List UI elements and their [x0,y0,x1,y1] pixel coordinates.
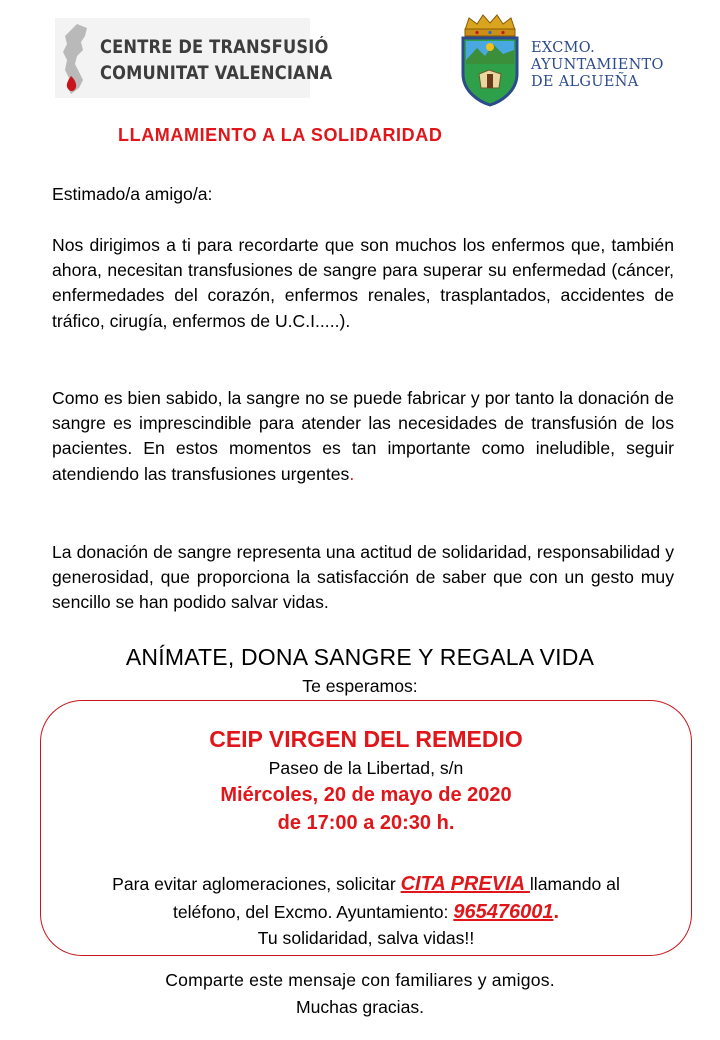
cita-previa-link[interactable]: CITA PREVIA [400,873,530,895]
logo-right-line3: DE ALGUEÑA [531,74,639,90]
event-address: Paseo de la Libertad, s/n [268,758,464,778]
paragraph-2-text: Como es bien sabido, la sangre no se puede fabricar y por tanto la donación de sangre es imprescindible para atender las necesidades de transfusión de los pacientes. En estos momentos es tan importante como ineludible, seguir atendiendo las transfusiones urgentes [52,388,674,484]
logo-right-text [531,40,664,91]
paragraph-2-end: . [349,463,355,484]
letter-title: LLAMAMIENTO A LA SOLIDARIDAD [118,125,443,145]
thanks-message: Muchas gracias. [295,997,425,1017]
event-venue: CEIP VIRGEN DEL REMEDIO [209,726,523,752]
ayuntamiento-algueña-logo [455,12,685,107]
appointment-notice [41,873,691,896]
event-date: Miércoles, 20 de mayo de 2020 [220,784,512,806]
solidarity-text: Tu solidaridad, salva vidas!! [257,928,475,948]
phone-before: teléfono, del Excmo. Ayuntamiento: [172,902,454,922]
wait-text: Te esperamos: [302,676,418,696]
valencia-map-blood-drop-icon [57,22,101,96]
phone-number-link[interactable]: 965476001 [453,901,554,923]
logo-right-line1: EXCMO. [531,40,596,56]
paragraph-2 [52,386,674,487]
event-box [40,700,692,956]
greeting: Estimado/a amigo/a: [52,184,213,204]
notice-after: llamando al [529,874,620,894]
coat-of-arms-icon [455,12,525,107]
logo-left-line1: CENTRE DE TRANSFUSIÓ [100,37,329,58]
slogan: ANÍMATE, DONA SANGRE Y REGALA VIDA [125,644,595,670]
notice-before: Para evitar aglomeraciones, solicitar [112,874,401,894]
event-time: de 17:00 a 20:30 h. [277,812,455,834]
phone-end: . [553,901,560,923]
paragraph-1: Nos dirigimos a ti para recordarte que son muchos los enfermos que, también ahora, necesitan transfusiones de sangre para superar su enfermedad (cáncer, enfermedades del corazón, enfermos renales, trasplantados, accidentes de tráfico, cirugía, enfermos de U.C.I.....). [52,235,674,331]
centre-transfusio-logo [55,18,333,98]
logo-right-line2: AYUNTAMIENTO [531,57,664,73]
paragraph-3: La donación de sangre representa una actitud de solidaridad, responsabilidad y generosidad, que proporciona la satisfacción de saber que con un gesto muy sencillo se han podido salvar vidas. [52,542,674,613]
share-message: Comparte este mensaje con familiares y amigos. [165,970,555,990]
phone-notice [41,901,691,924]
logo-left-line2: COMUNITAT VALENCIANA [100,63,333,84]
